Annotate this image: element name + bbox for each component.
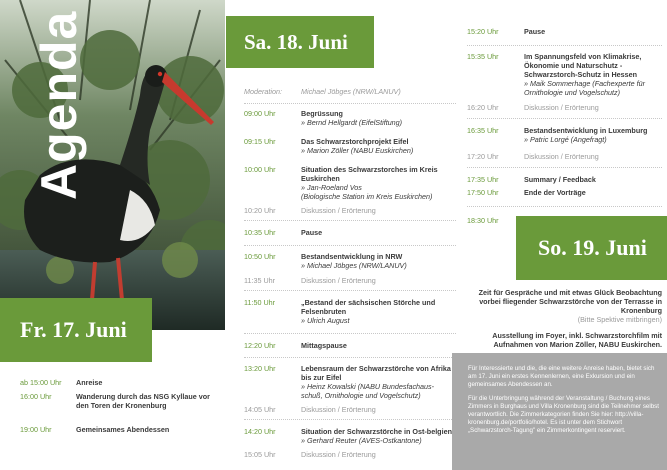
time: 17:50 Uhr: [467, 188, 499, 197]
divider: [467, 167, 662, 168]
list-item: [244, 364, 456, 400]
info-para1: Für Interessierte und die, die eine weitere Anreise haben, bietet sich am 17. Juni ein erstes Kennenlernen, eine Exkursion und ein gemeinsames Abendessen an.: [468, 365, 655, 388]
list-item: [244, 405, 456, 414]
list-item: [244, 276, 456, 285]
time: 15:05 Uhr: [244, 450, 276, 459]
item-plain: Diskussion / Erörterung: [524, 152, 599, 161]
item-plain: Diskussion / Erörterung: [524, 103, 599, 112]
time: 10:20 Uhr: [244, 206, 276, 215]
time: 15:20 Uhr: [467, 27, 499, 36]
time: 17:20 Uhr: [467, 152, 499, 161]
list-item: [467, 152, 662, 161]
list-item: [244, 137, 456, 155]
info-para2: Für die Unterbringung während der Veranstaltung / Buchung eines Zimmers in Burghaus und Villa Kronenburg sind die Teilnehmer selbst verantwortlich. Die Zimmerkategorien finden Sie hier: http://villa-kronenburg.de/portfolio/hotel. Es ist unter dem Stichwort „Schwarzstorch-Tagung" ein Zimmerkontingent reserviert.: [468, 395, 659, 434]
list-item: [467, 52, 662, 97]
speaker-org: Ornithologie und Vogelschutz): [524, 88, 621, 97]
page-title: Agenda: [31, 10, 87, 200]
list-item: [467, 103, 662, 112]
list-item: [20, 425, 220, 434]
friday-schedule: [20, 378, 220, 434]
friday-heading: Fr. 17. Juni: [0, 298, 152, 362]
list-item: [244, 206, 456, 215]
time: 10:50 Uhr: [244, 252, 276, 261]
speaker: » Heinz Kowalski (NABU Bundesfachaus-: [301, 382, 435, 391]
divider: [244, 220, 456, 221]
item-title: Situation der Schwarzstörche in Ost-belgien: [301, 427, 452, 436]
item-title: Pause: [524, 27, 546, 36]
divider: [467, 206, 662, 207]
list-item: [244, 450, 456, 459]
sunday-para2: Ausstellung im Foyer, inkl. Schwarzstorchfilm mit Aufnahmen von Marion Zöller, NABU Euskirchen.: [492, 331, 662, 349]
item-title: Das Schwarzstorchprojekt Eifel: [301, 137, 409, 146]
list-item: [244, 341, 456, 350]
list-item: [244, 427, 456, 445]
list-item: [467, 188, 662, 197]
time: 17:35 Uhr: [467, 175, 499, 184]
saturday-schedule-continued: [467, 27, 662, 225]
list-item: [244, 228, 456, 237]
list-item: [467, 175, 662, 184]
item-title: Gemeinsames Abendessen: [76, 425, 170, 434]
time: 09:15 Uhr: [244, 137, 276, 146]
item-title: Lebensraum der Schwarzstörche von Afrika bis zur Eifel: [301, 364, 451, 382]
moderation: [244, 87, 456, 96]
sunday-text: [466, 288, 662, 356]
item-plain: Diskussion / Erörterung: [301, 276, 376, 285]
list-item: [20, 378, 220, 387]
time: 09:00 Uhr: [244, 109, 276, 118]
divider: [244, 333, 456, 334]
divider: [244, 245, 456, 246]
time: 14:20 Uhr: [244, 427, 276, 436]
speaker-org: (Biologische Station im Kreis Euskirchen): [301, 192, 433, 201]
item-title: Mittagspause: [301, 341, 347, 350]
item-title: Wanderung durch das NSG Kyllaue vor den Toren der Kronenburg: [76, 392, 210, 410]
time: 18:30 Uhr: [467, 216, 499, 225]
speaker: » Jan-Roeland Vos: [301, 183, 362, 192]
item-plain: Diskussion / Erörterung: [301, 450, 376, 459]
list-item: [244, 252, 456, 270]
saturday-schedule: [244, 87, 456, 459]
item-title: Bestandsentwicklung in Luxemburg: [524, 126, 648, 135]
time: 16:35 Uhr: [467, 126, 499, 135]
divider: [244, 103, 456, 104]
list-item: [244, 165, 456, 201]
speaker-org: schuß, Ornithologie und Vogelschutz): [301, 391, 421, 400]
moderation-name: Michael Jöbges (NRW/LANUV): [301, 87, 401, 96]
divider: [244, 419, 456, 420]
divider: [244, 357, 456, 358]
sunday-para1: Zeit für Gespräche und mit etwas Glück Beobachtung vorbei fliegender Schwarzstörche von der Terrasse in Kronenburg: [478, 288, 662, 315]
item-title: Pause: [301, 228, 323, 237]
time: 10:00 Uhr: [244, 165, 276, 174]
speaker: » Patric Lorgé (Angefragt): [524, 135, 607, 144]
item-title: Summary / Feedback: [524, 175, 596, 184]
time: 19:00 Uhr: [20, 425, 52, 434]
divider: [244, 290, 456, 291]
time: 14:05 Uhr: [244, 405, 276, 414]
time: 10:35 Uhr: [244, 228, 276, 237]
time: 12:20 Uhr: [244, 341, 276, 350]
item-plain: Diskussion / Erörterung: [301, 405, 376, 414]
moderation-label: Moderation:: [244, 87, 282, 96]
item-title: Begrüssung: [301, 109, 343, 118]
time: ab 15:00 Uhr: [20, 378, 62, 387]
speaker: » Marion Zöller (NABU Euskirchen): [301, 146, 414, 155]
speaker: » Michael Jöbges (NRW/LANUV): [301, 261, 407, 270]
item-title: Im Spannungsfeld von Klimakrise, Ökonomie und Naturschutz - Schwarzstorch-Schutz in Hessen: [524, 52, 642, 79]
info-box: [452, 353, 667, 470]
speaker: » Bernd Hellgardt (EifelStiftung): [301, 118, 403, 127]
speaker: » Maik Sommerhage (Fachexperte für: [524, 79, 646, 88]
list-item: [467, 126, 662, 144]
time: 13:20 Uhr: [244, 364, 276, 373]
item-title: Situation des Schwarzstorches im Kreis Euskirchen: [301, 165, 438, 183]
item-title: Anreise: [76, 378, 103, 387]
list-item: [244, 298, 456, 325]
time: 16:20 Uhr: [467, 103, 499, 112]
item-title: Bestandsentwicklung in NRW: [301, 252, 403, 261]
list-item: [244, 109, 456, 127]
time: 15:35 Uhr: [467, 52, 499, 61]
sunday-heading: So. 19. Juni: [516, 216, 667, 280]
speaker: » Gerhard Reuter (AVES-Ostkantone): [301, 436, 422, 445]
time: 11:50 Uhr: [244, 298, 276, 307]
item-title: Ende der Vorträge: [524, 188, 586, 197]
list-item: [20, 392, 220, 410]
saturday-heading: Sa. 18. Juni: [226, 16, 374, 68]
divider: [467, 118, 662, 119]
sunday-note: (Bitte Spektive mitbringen): [577, 315, 662, 324]
item-plain: Diskussion / Erörterung: [301, 206, 376, 215]
item-title: „Bestand der sächsischen Störche und Felsenbruten: [301, 298, 436, 316]
time: 11:35 Uhr: [244, 276, 276, 285]
time: 16:00 Uhr: [20, 392, 52, 401]
divider: [467, 45, 662, 46]
speaker: » Ulrich August: [301, 316, 350, 325]
list-item: [467, 27, 662, 36]
